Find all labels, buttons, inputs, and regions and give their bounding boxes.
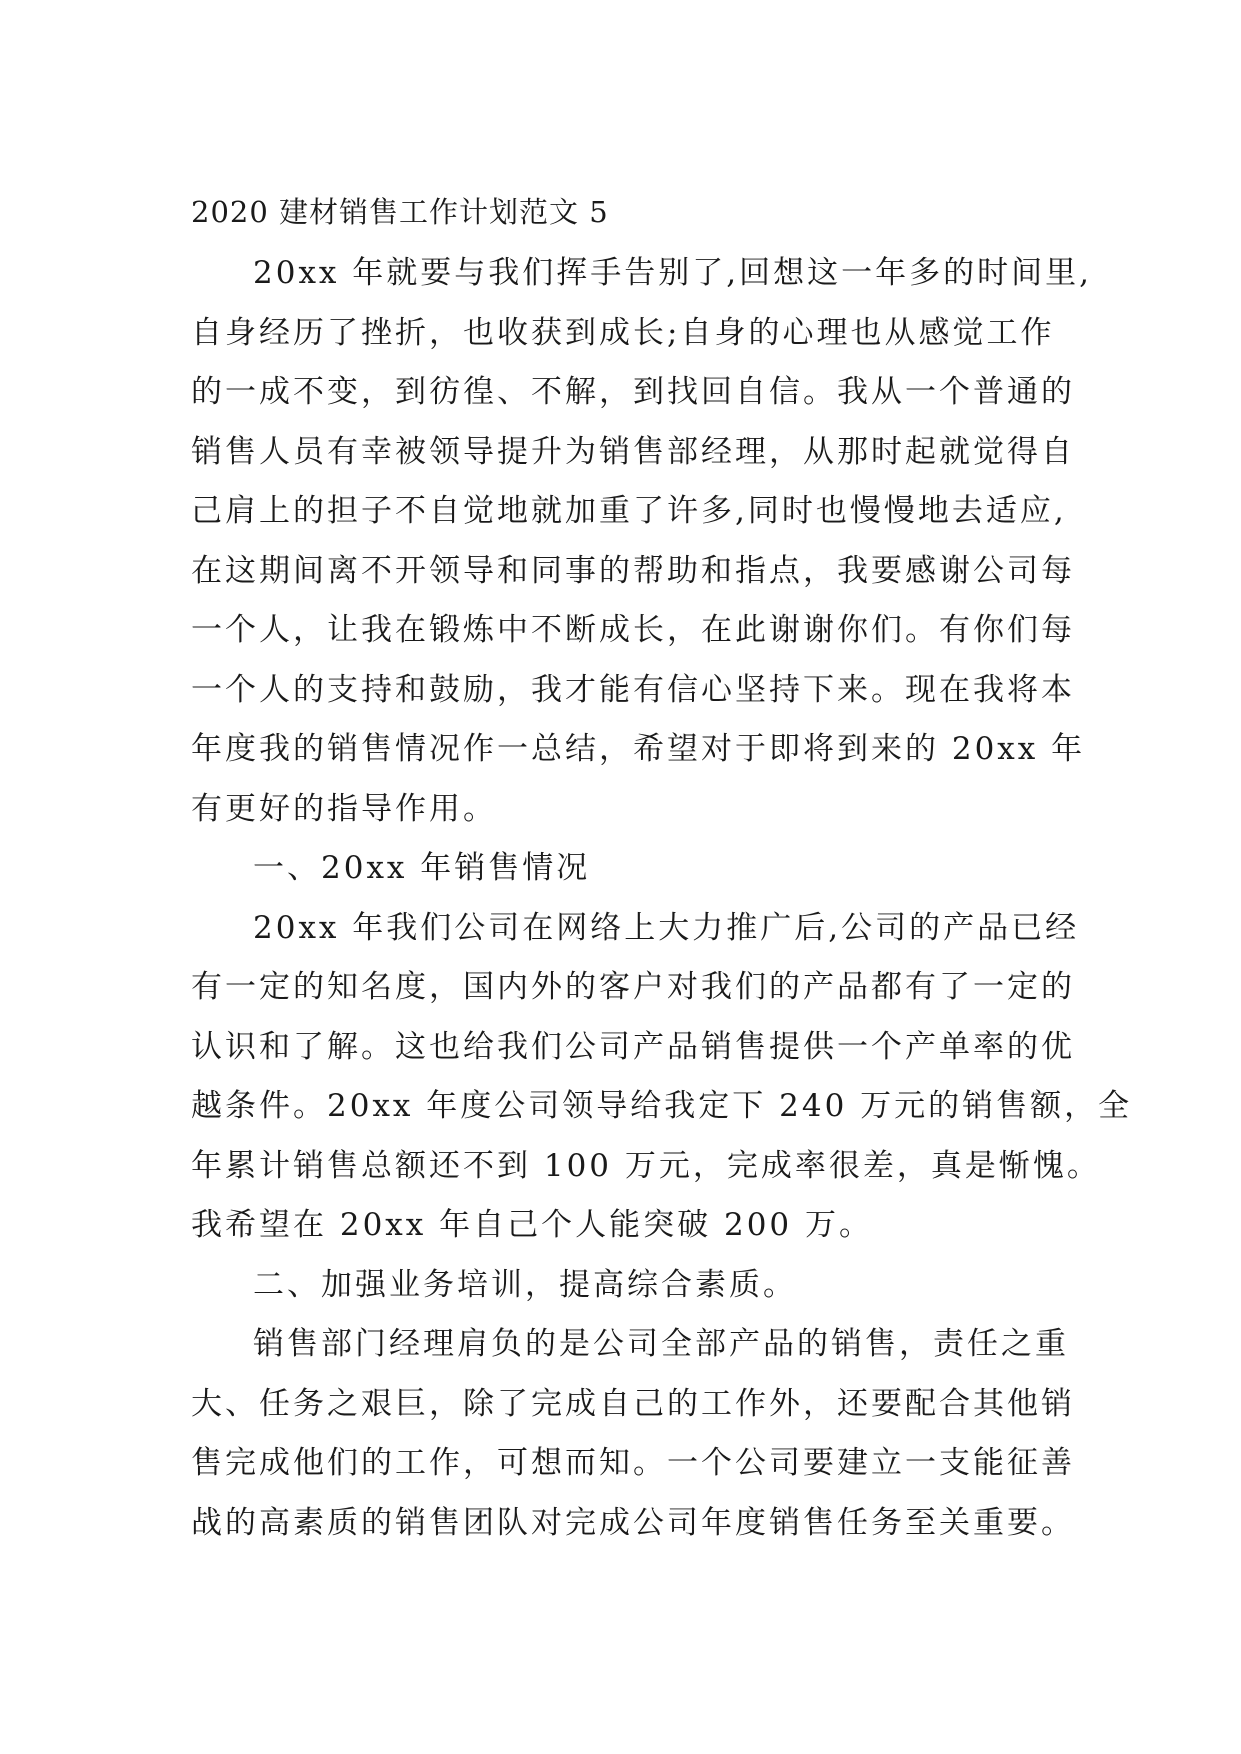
text-line: 我希望在 20xx 年自己个人能突破 200 万。 xyxy=(191,1207,873,1243)
text-line: 自身经历了挫折，也收获到成长;自身的心理也从感觉工作 xyxy=(191,314,1055,351)
text-line: 20xx 年我们公司在网络上大力推广后,公司的产品已经 xyxy=(253,909,1080,946)
text-line: 的一成不变，到彷徨、不解，到找回自信。我从一个普通的 xyxy=(191,374,1075,410)
text-line: 在这期间离不开领导和同事的帮助和指点，我要感谢公司每 xyxy=(191,552,1075,589)
text-line: 己肩上的担子不自觉地就加重了许多,同时也慢慢地去适应, xyxy=(191,493,1067,529)
text-line: 有更好的指导作用。 xyxy=(191,790,497,827)
text-line: 二、加强业务培训，提高综合素质。 xyxy=(253,1266,797,1303)
text-line: 20xx 年就要与我们挥手告别了,回想这一年多的时间里, xyxy=(253,255,1092,291)
document-body xyxy=(191,253,1133,1562)
text-line: 一个人，让我在锻炼中不断成长，在此谢谢你们。有你们每 xyxy=(191,612,1075,648)
text-line: 年度我的销售情况作一总结，希望对于即将到来的 20xx 年 xyxy=(191,731,1086,767)
text-line: 越条件。20xx 年度公司领导给我定下 240 万元的销售额，全 xyxy=(191,1088,1133,1124)
text-line: 销售部门经理肩负的是公司全部产品的销售，责任之重 xyxy=(253,1326,1069,1362)
text-line: 一个人的支持和鼓励，我才能有信心坚持下来。现在我将本 xyxy=(191,671,1075,708)
text-line: 一、20xx 年销售情况 xyxy=(253,850,591,886)
document-title: 2020 建材销售工作计划范文 5 xyxy=(191,195,609,229)
text-line: 大、任务之艰巨，除了完成自己的工作外，还要配合其他销 xyxy=(191,1385,1075,1422)
text-line: 销售人员有幸被领导提升为销售部经理，从那时起就觉得自 xyxy=(191,433,1075,470)
text-line: 有一定的知名度，国内外的客户对我们的产品都有了一定的 xyxy=(191,969,1075,1005)
text-line: 认识和了解。这也给我们公司产品销售提供一个产单率的优 xyxy=(191,1028,1075,1065)
text-line: 年累计销售总额还不到 100 万元，完成率很差，真是惭愧。 xyxy=(191,1147,1101,1184)
text-line: 战的高素质的销售团队对完成公司年度销售任务至关重要。 xyxy=(191,1504,1075,1541)
text-line: 售完成他们的工作，可想而知。一个公司要建立一支能征善 xyxy=(191,1445,1075,1481)
